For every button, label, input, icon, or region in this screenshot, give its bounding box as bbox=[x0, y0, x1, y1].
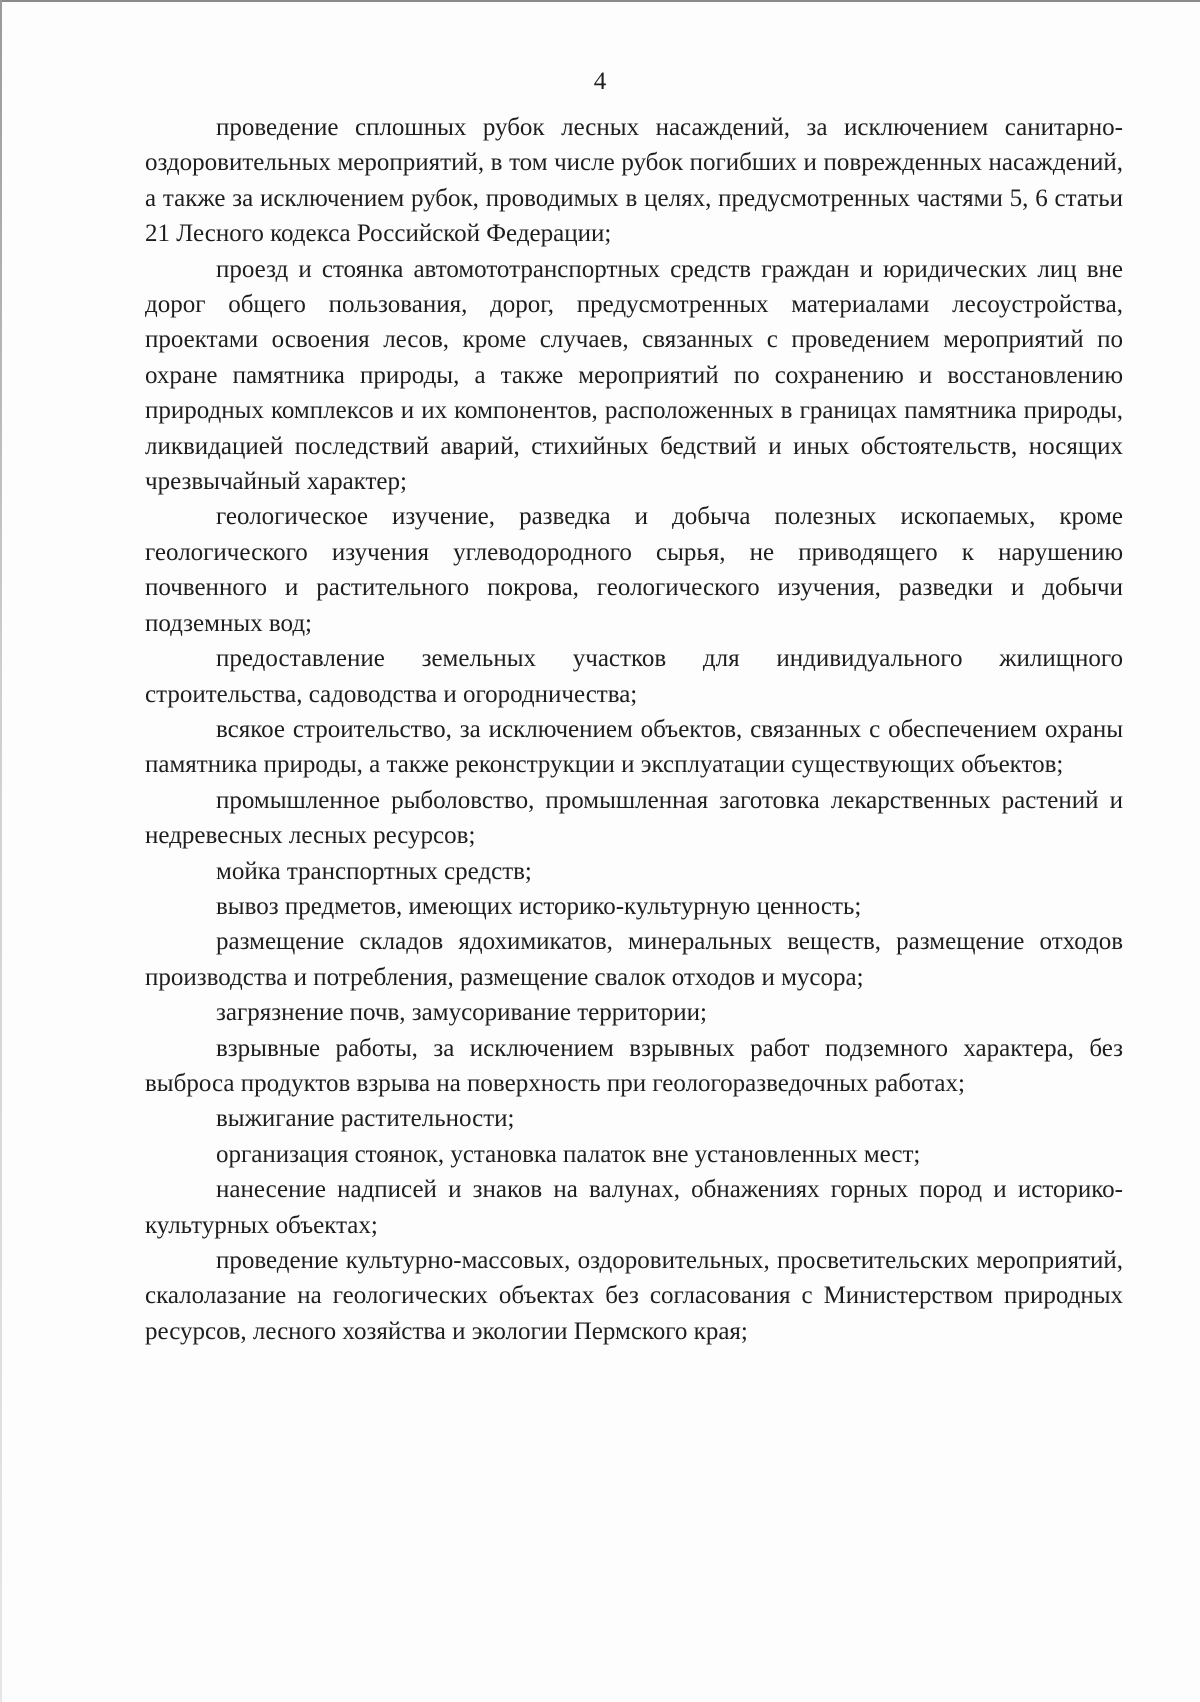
paragraph-waste-storage: размещение складов ядохимикатов, минеральных веществ, размещение отходов производства и потребления, размещение свалок отходов и мусора; bbox=[145, 928, 1123, 991]
paragraph-burning-vegetation: выжигание растительности; bbox=[216, 1105, 515, 1133]
paragraph-blasting: взрывные работы, за исключением взрывных работ подземного характера, без выброса продуктов взрыва на поверхность при геологоразведочных работах; bbox=[145, 1034, 1123, 1097]
paragraph-land-plots: предоставление земельных участков для индивидуального жилищного строительства, садоводства и огородничества; bbox=[145, 645, 1123, 708]
paragraph-industrial-fishing: промышленное рыболовство, промышленная заготовка лекарственных растений и недревесных лесных ресурсов; bbox=[145, 786, 1123, 850]
paragraph-soil-pollution: загрязнение почв, замусоривание территории; bbox=[216, 999, 707, 1027]
paragraph-vehicle-washing: мойка транспортных средств; bbox=[216, 857, 532, 885]
scan-edge-left bbox=[0, 0, 2, 1702]
scan-edge-top bbox=[0, 0, 1200, 2]
paragraph-clear-cutting: проведение сплошных рубок лесных насаждений, за исключением санитарно-оздоровительных мероприятий, в том числе рубок погибших и поврежденных насаждений, а также за исключением рубок, проводимых в целях, предусмотренных частями 5, 6 статьи 21 Лесного кодекса Российской Федерации; bbox=[145, 114, 1123, 248]
paragraph-camping: организация стоянок, установка палаток вне установленных мест; bbox=[216, 1140, 921, 1168]
paragraph-mass-events: проведение культурно-массовых, оздоровительных, просветительских мероприятий, скалолазание на геологических объектах без согласования с Министерством природных ресурсов, лесного хозяйства и экологии Пермского края; bbox=[145, 1247, 1123, 1345]
document-body bbox=[145, 110, 1123, 1349]
paragraph-inscriptions: нанесение надписей и знаков на валунах, обнажениях горных пород и историко-культурных объектах; bbox=[145, 1176, 1123, 1239]
paragraph-removal-of-artifacts: вывоз предметов, имеющих историко-культурную ценность; bbox=[216, 892, 862, 920]
paragraph-construction: всякое строительство, за исключением объектов, связанных с обеспечением охраны памятника природы, а также реконструкции и эксплуатации существующих объектов; bbox=[145, 715, 1123, 779]
paragraph-vehicle-traffic: проезд и стоянка автомототранспортных средств граждан и юридических лиц вне дорог общего пользования, дорог, предусмотренных материалами лесоустройства, проектами освоения лесов, кроме случаев, связанных с проведением мероприятий по охране памятника природы, а также мероприятий по сохранению и восстановлению природных комплексов и их компонентов, расположенных в границах памятника природы, ликвидацией последствий аварий, стихийных бедствий и иных обстоятельств, носящих чрезвычайный характер; bbox=[145, 255, 1123, 496]
page-number: 4 bbox=[593, 68, 607, 95]
paragraph-geological-exploration: геологическое изучение, разведка и добыча полезных ископаемых, кроме геологического изучения углеводородного сырья, не приводящего к нарушению почвенного и растительного покрова, геологического изучения, разведки и добычи подземных вод; bbox=[145, 503, 1123, 637]
